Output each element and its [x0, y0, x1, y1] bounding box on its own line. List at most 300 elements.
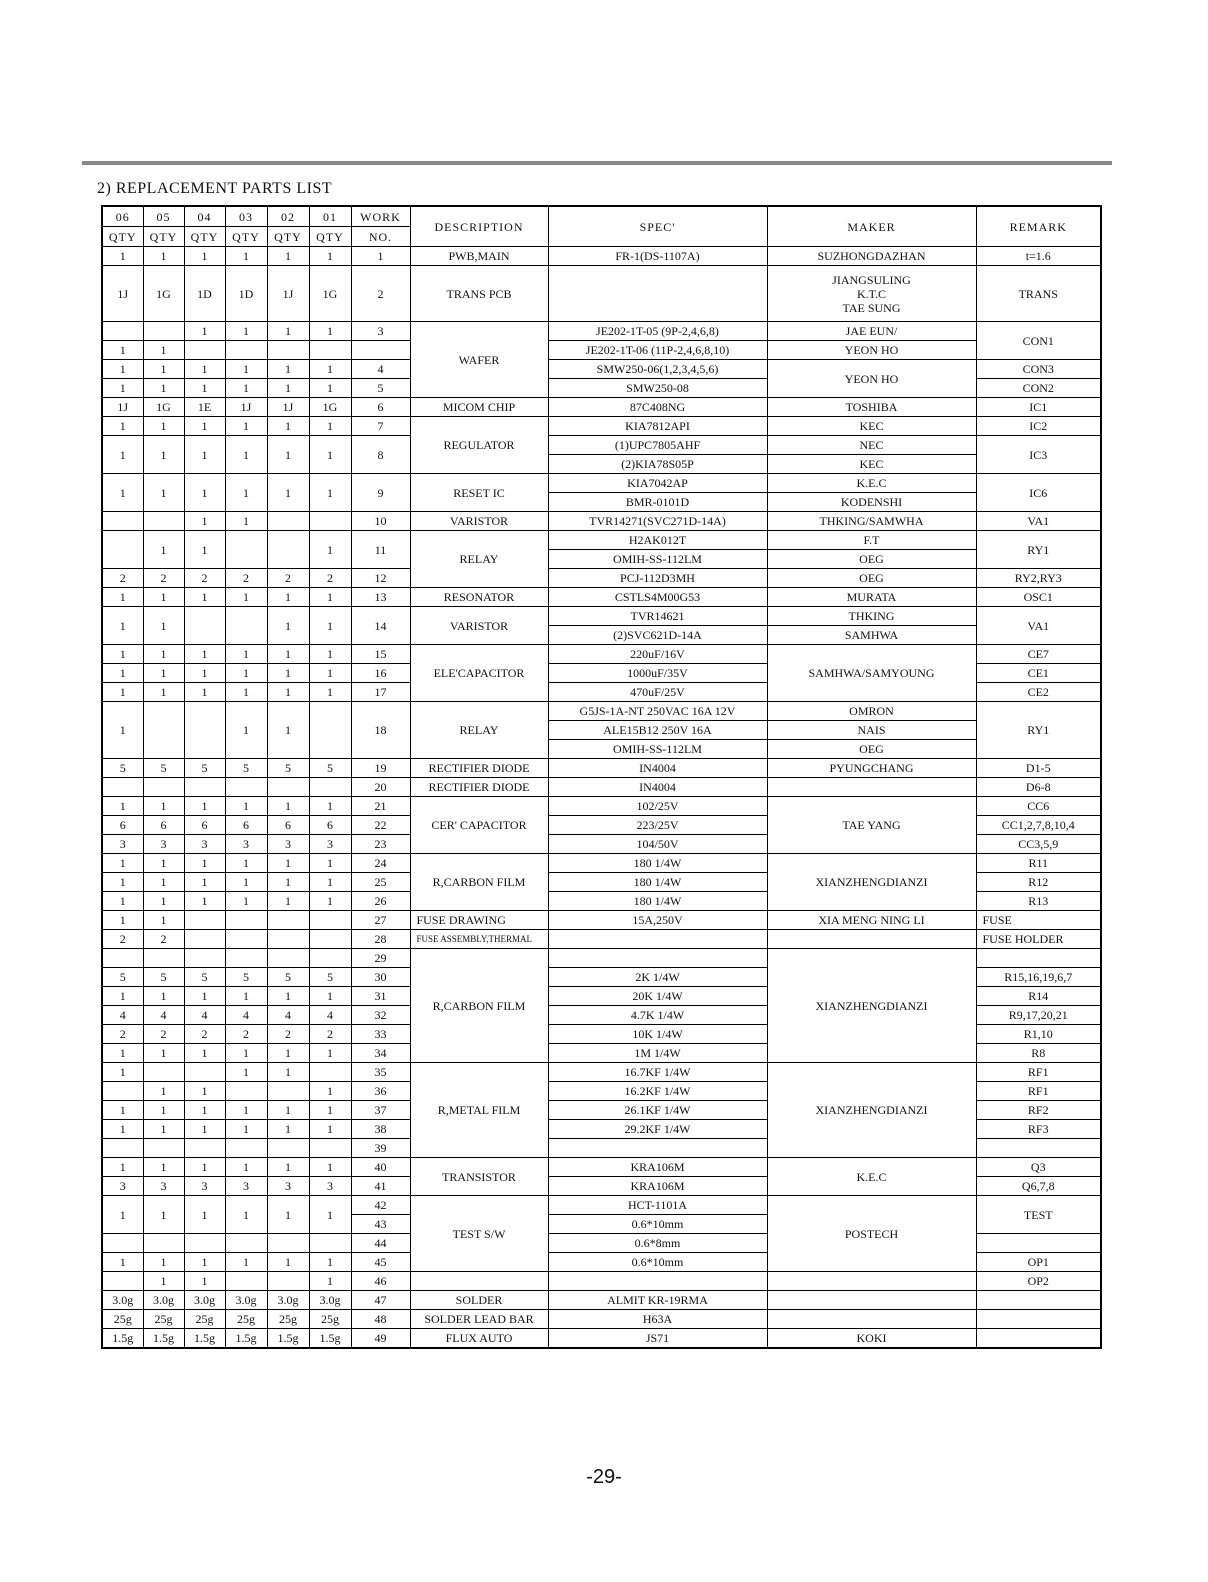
spec-cell: FR-1(DS-1107A)	[548, 247, 767, 266]
maker-cell: OEG	[767, 740, 976, 759]
description-cell: SOLDER	[410, 1291, 548, 1310]
qty-cell: 6	[309, 816, 351, 835]
remark-cell: CC1,2,7,8,10,4	[976, 816, 1101, 835]
qty-cell: 1	[225, 436, 267, 474]
qty-cell: 3.0g	[309, 1291, 351, 1310]
work-no-cell: 29	[351, 949, 410, 968]
qty-cell	[267, 778, 309, 797]
qty-cell: 1	[143, 607, 184, 645]
qty-cell: 3	[184, 1177, 225, 1196]
qty-cell: 1G	[143, 266, 184, 322]
qty-cell: 1	[143, 1158, 184, 1177]
qty-cell: 1	[267, 247, 309, 266]
qty-label: QTY	[143, 227, 184, 247]
qty-cell: 2	[309, 1025, 351, 1044]
work-no-cell: 24	[351, 854, 410, 873]
qty-cell: 1	[309, 987, 351, 1006]
qty-cell: 1	[267, 664, 309, 683]
description-cell: R,CARBON FILM	[410, 854, 548, 911]
qty-cell	[225, 531, 267, 569]
work-no-cell: 18	[351, 702, 410, 759]
qty-cell	[184, 778, 225, 797]
remark-cell: R11	[976, 854, 1101, 873]
qty-cell: 2	[102, 1025, 143, 1044]
qty-cell: 5	[102, 968, 143, 987]
maker-cell: XIA MENG NING LI	[767, 911, 976, 930]
work-no-cell: 28	[351, 930, 410, 949]
qty-cell: 5	[143, 968, 184, 987]
qty-cell: 1	[309, 664, 351, 683]
work-no-cell: 31	[351, 987, 410, 1006]
table-row	[102, 588, 1101, 607]
description-cell: TRANS PCB	[410, 266, 548, 322]
description-cell: TRANSISTOR	[410, 1158, 548, 1196]
qty-label: QTY	[267, 227, 309, 247]
remark-cell: Q3	[976, 1158, 1101, 1177]
spec-cell: 29.2KF 1/4W	[548, 1120, 767, 1139]
remark-cell: IC3	[976, 436, 1101, 474]
qty-cell: 1	[102, 417, 143, 436]
qty-cell: 1D	[184, 266, 225, 322]
maker-cell: NAIS	[767, 721, 976, 740]
qty-cell: 1	[309, 588, 351, 607]
work-no-cell: 15	[351, 645, 410, 664]
top-rule	[82, 161, 1112, 165]
work-no-cell: 47	[351, 1291, 410, 1310]
qty-cell: 1	[309, 247, 351, 266]
table-row	[102, 1158, 1101, 1177]
qty-cell: 1	[309, 1044, 351, 1063]
work-no-cell: 25	[351, 873, 410, 892]
work-no-cell: 12	[351, 569, 410, 588]
remark-cell: IC2	[976, 417, 1101, 436]
qty-cell	[225, 1234, 267, 1253]
qty-cell: 6	[102, 816, 143, 835]
work-no-cell: 5	[351, 379, 410, 398]
qty-cell: 1	[267, 1101, 309, 1120]
qty-cell	[267, 512, 309, 531]
qty-cell: 1	[102, 702, 143, 759]
spec-cell	[548, 1272, 767, 1291]
qty-cell: 1	[143, 664, 184, 683]
table-row	[102, 778, 1101, 797]
qty-cell	[102, 949, 143, 968]
col-04-header: 04	[184, 206, 225, 227]
table-row	[102, 322, 1101, 341]
qty-cell: 1	[267, 360, 309, 379]
qty-label: QTY	[102, 227, 143, 247]
qty-cell: 1	[102, 854, 143, 873]
qty-cell: 1	[225, 417, 267, 436]
maker-cell	[767, 778, 976, 797]
spec-cell: ALMIT KR-19RMA	[548, 1291, 767, 1310]
spec-cell: IN4004	[548, 759, 767, 778]
qty-cell: 1	[309, 436, 351, 474]
work-no-cell: 40	[351, 1158, 410, 1177]
qty-cell: 1	[143, 911, 184, 930]
description-cell: ELE'CAPACITOR	[410, 645, 548, 702]
remark-cell: TRANS	[976, 266, 1101, 322]
qty-cell	[102, 1082, 143, 1101]
maker-cell: SAMHWA	[767, 626, 976, 645]
qty-cell: 1	[267, 1063, 309, 1082]
qty-cell: 1	[143, 987, 184, 1006]
qty-cell: 3	[309, 835, 351, 854]
qty-cell: 1	[225, 702, 267, 759]
remark-cell: RY2,RY3	[976, 569, 1101, 588]
qty-cell: 1	[225, 1120, 267, 1139]
qty-cell: 1.5g	[143, 1329, 184, 1349]
qty-cell: 25g	[143, 1310, 184, 1329]
table-row	[102, 512, 1101, 531]
remark-cell: R8	[976, 1044, 1101, 1063]
remark-cell: FUSE HOLDER	[976, 930, 1101, 949]
qty-cell: 1	[184, 1101, 225, 1120]
qty-cell	[225, 1272, 267, 1291]
qty-cell	[184, 911, 225, 930]
qty-cell: 1	[225, 588, 267, 607]
qty-cell: 1	[267, 322, 309, 341]
qty-cell: 1	[309, 1272, 351, 1291]
remark-cell: OP2	[976, 1272, 1101, 1291]
qty-cell: 1	[143, 854, 184, 873]
work-no-cell: 14	[351, 607, 410, 645]
remark-cell: D6-8	[976, 778, 1101, 797]
qty-cell: 1	[184, 322, 225, 341]
qty-cell: 1	[184, 683, 225, 702]
description-cell: RESONATOR	[410, 588, 548, 607]
qty-cell: 1	[225, 1044, 267, 1063]
qty-cell	[267, 911, 309, 930]
qty-cell: 1	[184, 1196, 225, 1234]
work-no-cell: 10	[351, 512, 410, 531]
qty-cell: 1	[102, 1044, 143, 1063]
spec-cell: TVR14621	[548, 607, 767, 626]
qty-cell: 2	[267, 569, 309, 588]
qty-cell: 2	[102, 569, 143, 588]
qty-cell: 1	[102, 474, 143, 512]
spec-cell: KRA106M	[548, 1177, 767, 1196]
table-row	[102, 911, 1101, 930]
qty-cell	[143, 778, 184, 797]
qty-cell: 1	[267, 1120, 309, 1139]
spec-cell	[548, 949, 767, 968]
qty-cell: 3.0g	[225, 1291, 267, 1310]
qty-cell	[102, 1272, 143, 1291]
work-no-cell: 4	[351, 360, 410, 379]
qty-cell: 1	[143, 1196, 184, 1234]
qty-cell: 1	[102, 797, 143, 816]
remark-cell: VA1	[976, 607, 1101, 645]
col-01-header: 01	[309, 206, 351, 227]
maker-cell: TOSHIBA	[767, 398, 976, 417]
work-no-cell: 45	[351, 1253, 410, 1272]
maker-cell: KODENSHI	[767, 493, 976, 512]
table-row	[102, 1196, 1101, 1215]
description-cell: RECTIFIER DIODE	[410, 778, 548, 797]
remark-cell: OSC1	[976, 588, 1101, 607]
qty-cell: 1	[102, 360, 143, 379]
qty-cell: 2	[184, 1025, 225, 1044]
qty-cell: 1	[143, 1044, 184, 1063]
qty-cell	[184, 341, 225, 360]
qty-cell	[143, 1139, 184, 1158]
qty-cell: 3.0g	[143, 1291, 184, 1310]
spec-cell: 15A,250V	[548, 911, 767, 930]
maker-cell: POSTECH	[767, 1196, 976, 1272]
qty-cell: 1	[225, 664, 267, 683]
qty-cell: 1	[225, 854, 267, 873]
qty-cell: 1E	[184, 398, 225, 417]
qty-cell: 1	[102, 341, 143, 360]
maker-line: K.T.C	[856, 286, 887, 301]
qty-cell: 25g	[309, 1310, 351, 1329]
col-05-header: 05	[143, 206, 184, 227]
work-no-cell: 19	[351, 759, 410, 778]
description-cell: RESET IC	[410, 474, 548, 512]
maker-cell: F.T	[767, 531, 976, 550]
qty-cell: 3	[184, 835, 225, 854]
qty-cell: 6	[143, 816, 184, 835]
qty-cell: 2	[309, 569, 351, 588]
qty-cell: 1	[102, 1101, 143, 1120]
qty-cell: 1	[225, 1101, 267, 1120]
work-no-cell: 8	[351, 436, 410, 474]
remark-cell: R13	[976, 892, 1101, 911]
qty-cell: 1	[267, 1044, 309, 1063]
section-title: 2) REPLACEMENT PARTS LIST	[97, 180, 333, 197]
spec-cell: 180 1/4W	[548, 854, 767, 873]
spec-cell: (2)SVC621D-14A	[548, 626, 767, 645]
qty-cell: 1	[267, 683, 309, 702]
qty-cell: 1G	[143, 398, 184, 417]
spec-cell: JE202-1T-06 (11P-2,4,6,8,10)	[548, 341, 767, 360]
qty-cell: 1	[225, 1158, 267, 1177]
qty-cell	[267, 531, 309, 569]
spec-cell: (1)UPC7805AHF	[548, 436, 767, 455]
qty-cell: 1	[184, 417, 225, 436]
qty-cell: 1J	[267, 266, 309, 322]
maker-line: TAE SUNG	[842, 300, 901, 315]
table-row	[102, 1063, 1101, 1082]
description-cell	[410, 1272, 548, 1291]
qty-cell	[225, 1139, 267, 1158]
work-no-cell: 27	[351, 911, 410, 930]
qty-cell: 5	[184, 968, 225, 987]
work-no-cell: 17	[351, 683, 410, 702]
maker-cell: NEC	[767, 436, 976, 455]
table-row	[102, 797, 1101, 816]
work-no-cell: 34	[351, 1044, 410, 1063]
maker-cell: SAMHWA/SAMYOUNG	[767, 645, 976, 702]
qty-cell: 1	[309, 1196, 351, 1234]
qty-cell	[143, 1063, 184, 1082]
qty-cell: 3	[143, 835, 184, 854]
qty-cell: 2	[225, 1025, 267, 1044]
maker-cell: OEG	[767, 569, 976, 588]
qty-cell: 1.5g	[102, 1329, 143, 1349]
qty-cell	[102, 1234, 143, 1253]
spec-cell: OMIH-SS-112LM	[548, 550, 767, 569]
qty-cell: 1.5g	[225, 1329, 267, 1349]
description-cell: R,METAL FILM	[410, 1063, 548, 1158]
qty-cell: 3	[267, 1177, 309, 1196]
qty-cell: 1.5g	[309, 1329, 351, 1349]
remark-cell: CC6	[976, 797, 1101, 816]
qty-cell: 1	[267, 1196, 309, 1234]
maker-cell: K.E.C	[767, 474, 976, 493]
work-no-cell: 1	[351, 247, 410, 266]
qty-cell: 1	[309, 854, 351, 873]
qty-cell: 4	[309, 1006, 351, 1025]
spec-cell: G5JS-1A-NT 250VAC 16A 12V	[548, 702, 767, 721]
qty-cell: 1	[184, 1158, 225, 1177]
qty-cell	[102, 778, 143, 797]
qty-cell	[184, 702, 225, 759]
qty-cell: 1	[225, 247, 267, 266]
work-no-cell: 36	[351, 1082, 410, 1101]
spec-cell: 223/25V	[548, 816, 767, 835]
qty-cell: 1	[102, 645, 143, 664]
maker-cell	[767, 266, 976, 322]
spec-cell: 4.7K 1/4W	[548, 1006, 767, 1025]
qty-cell: 1	[143, 360, 184, 379]
qty-cell: 1	[102, 1063, 143, 1082]
qty-cell	[184, 1063, 225, 1082]
work-no-cell: 13	[351, 588, 410, 607]
work-no-cell: 33	[351, 1025, 410, 1044]
description-cell: FLUX AUTO	[410, 1329, 548, 1349]
remark-cell: VA1	[976, 512, 1101, 531]
work-no-cell: 21	[351, 797, 410, 816]
remark-cell: R12	[976, 873, 1101, 892]
table-row	[102, 607, 1101, 626]
qty-cell: 1	[309, 1082, 351, 1101]
table-row	[102, 854, 1101, 873]
maker-cell: XIANZHENGDIANZI	[767, 1063, 976, 1158]
qty-cell: 1	[102, 588, 143, 607]
qty-cell: 1	[143, 588, 184, 607]
qty-cell: 1	[267, 436, 309, 474]
qty-cell: 1J	[102, 398, 143, 417]
qty-cell: 1.5g	[184, 1329, 225, 1349]
spec-cell: H2AK012T	[548, 531, 767, 550]
qty-cell: 1	[267, 873, 309, 892]
spec-cell: 180 1/4W	[548, 873, 767, 892]
qty-cell: 5	[309, 968, 351, 987]
qty-cell: 1	[143, 474, 184, 512]
qty-cell: 6	[184, 816, 225, 835]
spec-cell	[548, 266, 767, 322]
work-no-cell: 11	[351, 531, 410, 569]
qty-cell: 2	[143, 569, 184, 588]
spec-cell: 0.6*10mm	[548, 1253, 767, 1272]
qty-cell	[184, 1139, 225, 1158]
qty-cell: 1	[102, 683, 143, 702]
qty-cell: 4	[225, 1006, 267, 1025]
qty-cell: 1	[267, 417, 309, 436]
table-row	[102, 417, 1101, 436]
qty-cell: 1	[102, 1253, 143, 1272]
qty-cell: 1	[225, 645, 267, 664]
qty-cell: 1	[102, 911, 143, 930]
maker-cell: XIANZHENGDIANZI	[767, 949, 976, 1063]
qty-cell: 1	[143, 379, 184, 398]
qty-cell: 1J	[225, 398, 267, 417]
description-cell: PWB,MAIN	[410, 247, 548, 266]
spec-cell: 1000uF/35V	[548, 664, 767, 683]
qty-cell: 3	[102, 1177, 143, 1196]
qty-cell: 1	[102, 987, 143, 1006]
qty-cell	[267, 930, 309, 949]
qty-cell: 25g	[225, 1310, 267, 1329]
maker-header: MAKER	[767, 206, 976, 247]
qty-cell: 1	[309, 360, 351, 379]
qty-cell	[143, 1234, 184, 1253]
qty-cell: 1	[267, 987, 309, 1006]
qty-cell	[102, 531, 143, 569]
qty-cell	[184, 607, 225, 645]
qty-cell	[309, 1234, 351, 1253]
qty-cell	[309, 341, 351, 360]
table-row	[102, 398, 1101, 417]
spec-cell: 16.2KF 1/4W	[548, 1082, 767, 1101]
qty-cell: 1	[309, 1101, 351, 1120]
table-row	[102, 1272, 1101, 1291]
qty-cell: 1.5g	[267, 1329, 309, 1349]
qty-cell: 1	[184, 645, 225, 664]
qty-cell: 1	[184, 892, 225, 911]
qty-cell: 1	[267, 1158, 309, 1177]
work-header-top: WORK	[351, 206, 410, 227]
work-no-cell: 23	[351, 835, 410, 854]
qty-cell: 1	[267, 607, 309, 645]
table-row	[102, 247, 1101, 266]
qty-cell: 5	[225, 759, 267, 778]
qty-cell: 1	[225, 322, 267, 341]
spec-cell: 87C408NG	[548, 398, 767, 417]
work-no-cell: 39	[351, 1139, 410, 1158]
maker-cell: KEC	[767, 455, 976, 474]
qty-cell: 1	[184, 531, 225, 569]
qty-cell: 1	[225, 873, 267, 892]
description-cell: VARISTOR	[410, 512, 548, 531]
qty-cell	[267, 341, 309, 360]
spec-cell: HCT-1101A	[548, 1196, 767, 1215]
remark-cell: CE7	[976, 645, 1101, 664]
qty-cell: 1	[267, 797, 309, 816]
qty-cell: 1	[184, 588, 225, 607]
remark-cell: CC3,5,9	[976, 835, 1101, 854]
work-no-cell: 26	[351, 892, 410, 911]
table-row	[102, 531, 1101, 550]
spec-cell: 102/25V	[548, 797, 767, 816]
qty-cell: 1	[225, 987, 267, 1006]
qty-cell: 2	[143, 930, 184, 949]
qty-cell: 1	[102, 873, 143, 892]
qty-cell: 1	[143, 247, 184, 266]
qty-cell: 4	[143, 1006, 184, 1025]
spec-cell: SMW250-06(1,2,3,4,5,6)	[548, 360, 767, 379]
qty-cell: 1	[143, 1272, 184, 1291]
remark-cell: TEST	[976, 1196, 1101, 1234]
qty-cell: 5	[267, 759, 309, 778]
qty-cell: 3	[225, 1177, 267, 1196]
description-cell: VARISTOR	[410, 607, 548, 645]
qty-cell: 3.0g	[267, 1291, 309, 1310]
spec-cell: 16.7KF 1/4W	[548, 1063, 767, 1082]
spec-cell	[548, 1139, 767, 1158]
